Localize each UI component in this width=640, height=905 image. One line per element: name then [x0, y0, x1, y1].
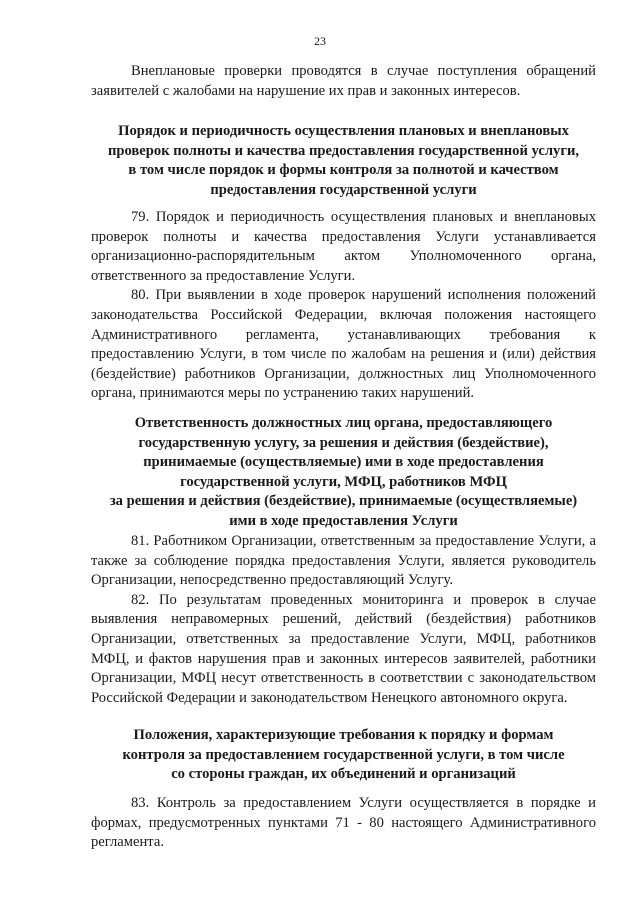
section-3-heading-line: контроля за предоставлением государственной услуги, в том числе — [122, 746, 565, 763]
paragraph-79: 79. Порядок и периодичность осуществления плановых и внеплановых проверок полноты и качества предоставления Услуги устанавливается организационно-распорядительным актом Уполномоченного органа, ответственного за предоставление Услуги. — [91, 209, 596, 284]
section-2-heading-line: ими в ходе предоставления Услуги — [229, 512, 458, 529]
intro-paragraph: Внеплановые проверки проводятся в случае поступления обращений заявителей с жалобами на нарушение их прав и законных интересов. — [91, 63, 596, 99]
section-2-heading-line: государственную услугу, за решения и действия (бездействие), — [138, 434, 549, 451]
paragraph-83: 83. Контроль за предоставлением Услуги осуществляется в порядке и формах, предусмотренных пунктами 71 - 80 настоящего Административного регламента. — [91, 795, 596, 851]
section-2-heading — [86, 414, 601, 532]
section-3-heading-line: Положения, характеризующие требования к порядку и формам — [133, 727, 554, 743]
intro-block — [91, 62, 596, 101]
section-2-body — [91, 532, 596, 708]
section-1-heading-line: Порядок и периодичность осуществления плановых и внеплановых — [118, 123, 569, 139]
section-2-heading-line: принимаемые (осуществляемые) ими в ходе предоставления — [143, 454, 544, 471]
paragraph-80: 80. При выявлении в ходе проверок нарушений исполнения положений законодательства Российской Федерации, включая положения настоящего Административного регламента, устанавливающих требования к предоставлению Услуги, в том числе по жалобам на решения и (или) действия (бездействие) работников Организации, должностных лиц Уполномоченного органа, принимаются меры по устранению таких нарушений. — [91, 287, 596, 402]
section-1-body — [91, 208, 596, 404]
section-1-heading-line: предоставления государственной услуги — [210, 181, 477, 198]
section-3-heading — [91, 726, 596, 785]
section-2-heading-line: за решения и действия (бездействие), принимаемые (осуществляемые) — [109, 493, 578, 510]
paragraph-81: 81. Работником Организации, ответственным за предоставление Услуги, а также за соблюдение порядка предоставления Услуги, является руководитель Организации, непосредственно предоставляющий Услугу. — [91, 533, 596, 589]
section-3-heading-line: со стороны граждан, их объединений и организаций — [171, 766, 516, 783]
page-number: 23 — [314, 34, 326, 48]
section-1-heading — [91, 122, 596, 200]
section-1-heading-line: проверок полноты и качества предоставления государственной услуги, — [107, 142, 580, 159]
paragraph-82: 82. По результатам проведенных мониторинга и проверок в случае выявления неправомерных решений, действий (бездействия) работников Организации, ответственных за предоставление Услуги, МФЦ, работников МФЦ, и фактов нарушения прав и законных интересов заявителей, работники Организации, МФЦ несут ответственность в соответствии с законодательством Российской Федерации и законодательством Ненецкого автономного округа. — [91, 591, 596, 706]
section-2-heading-line: государственной услуги, МФЦ, работников МФЦ — [180, 473, 507, 490]
section-2-heading-line: Ответственность должностных лиц органа, предоставляющего — [134, 415, 553, 431]
section-3-body — [91, 794, 596, 853]
section-1-heading-line: в том числе порядок и формы контроля за полнотой и качеством — [128, 162, 559, 179]
